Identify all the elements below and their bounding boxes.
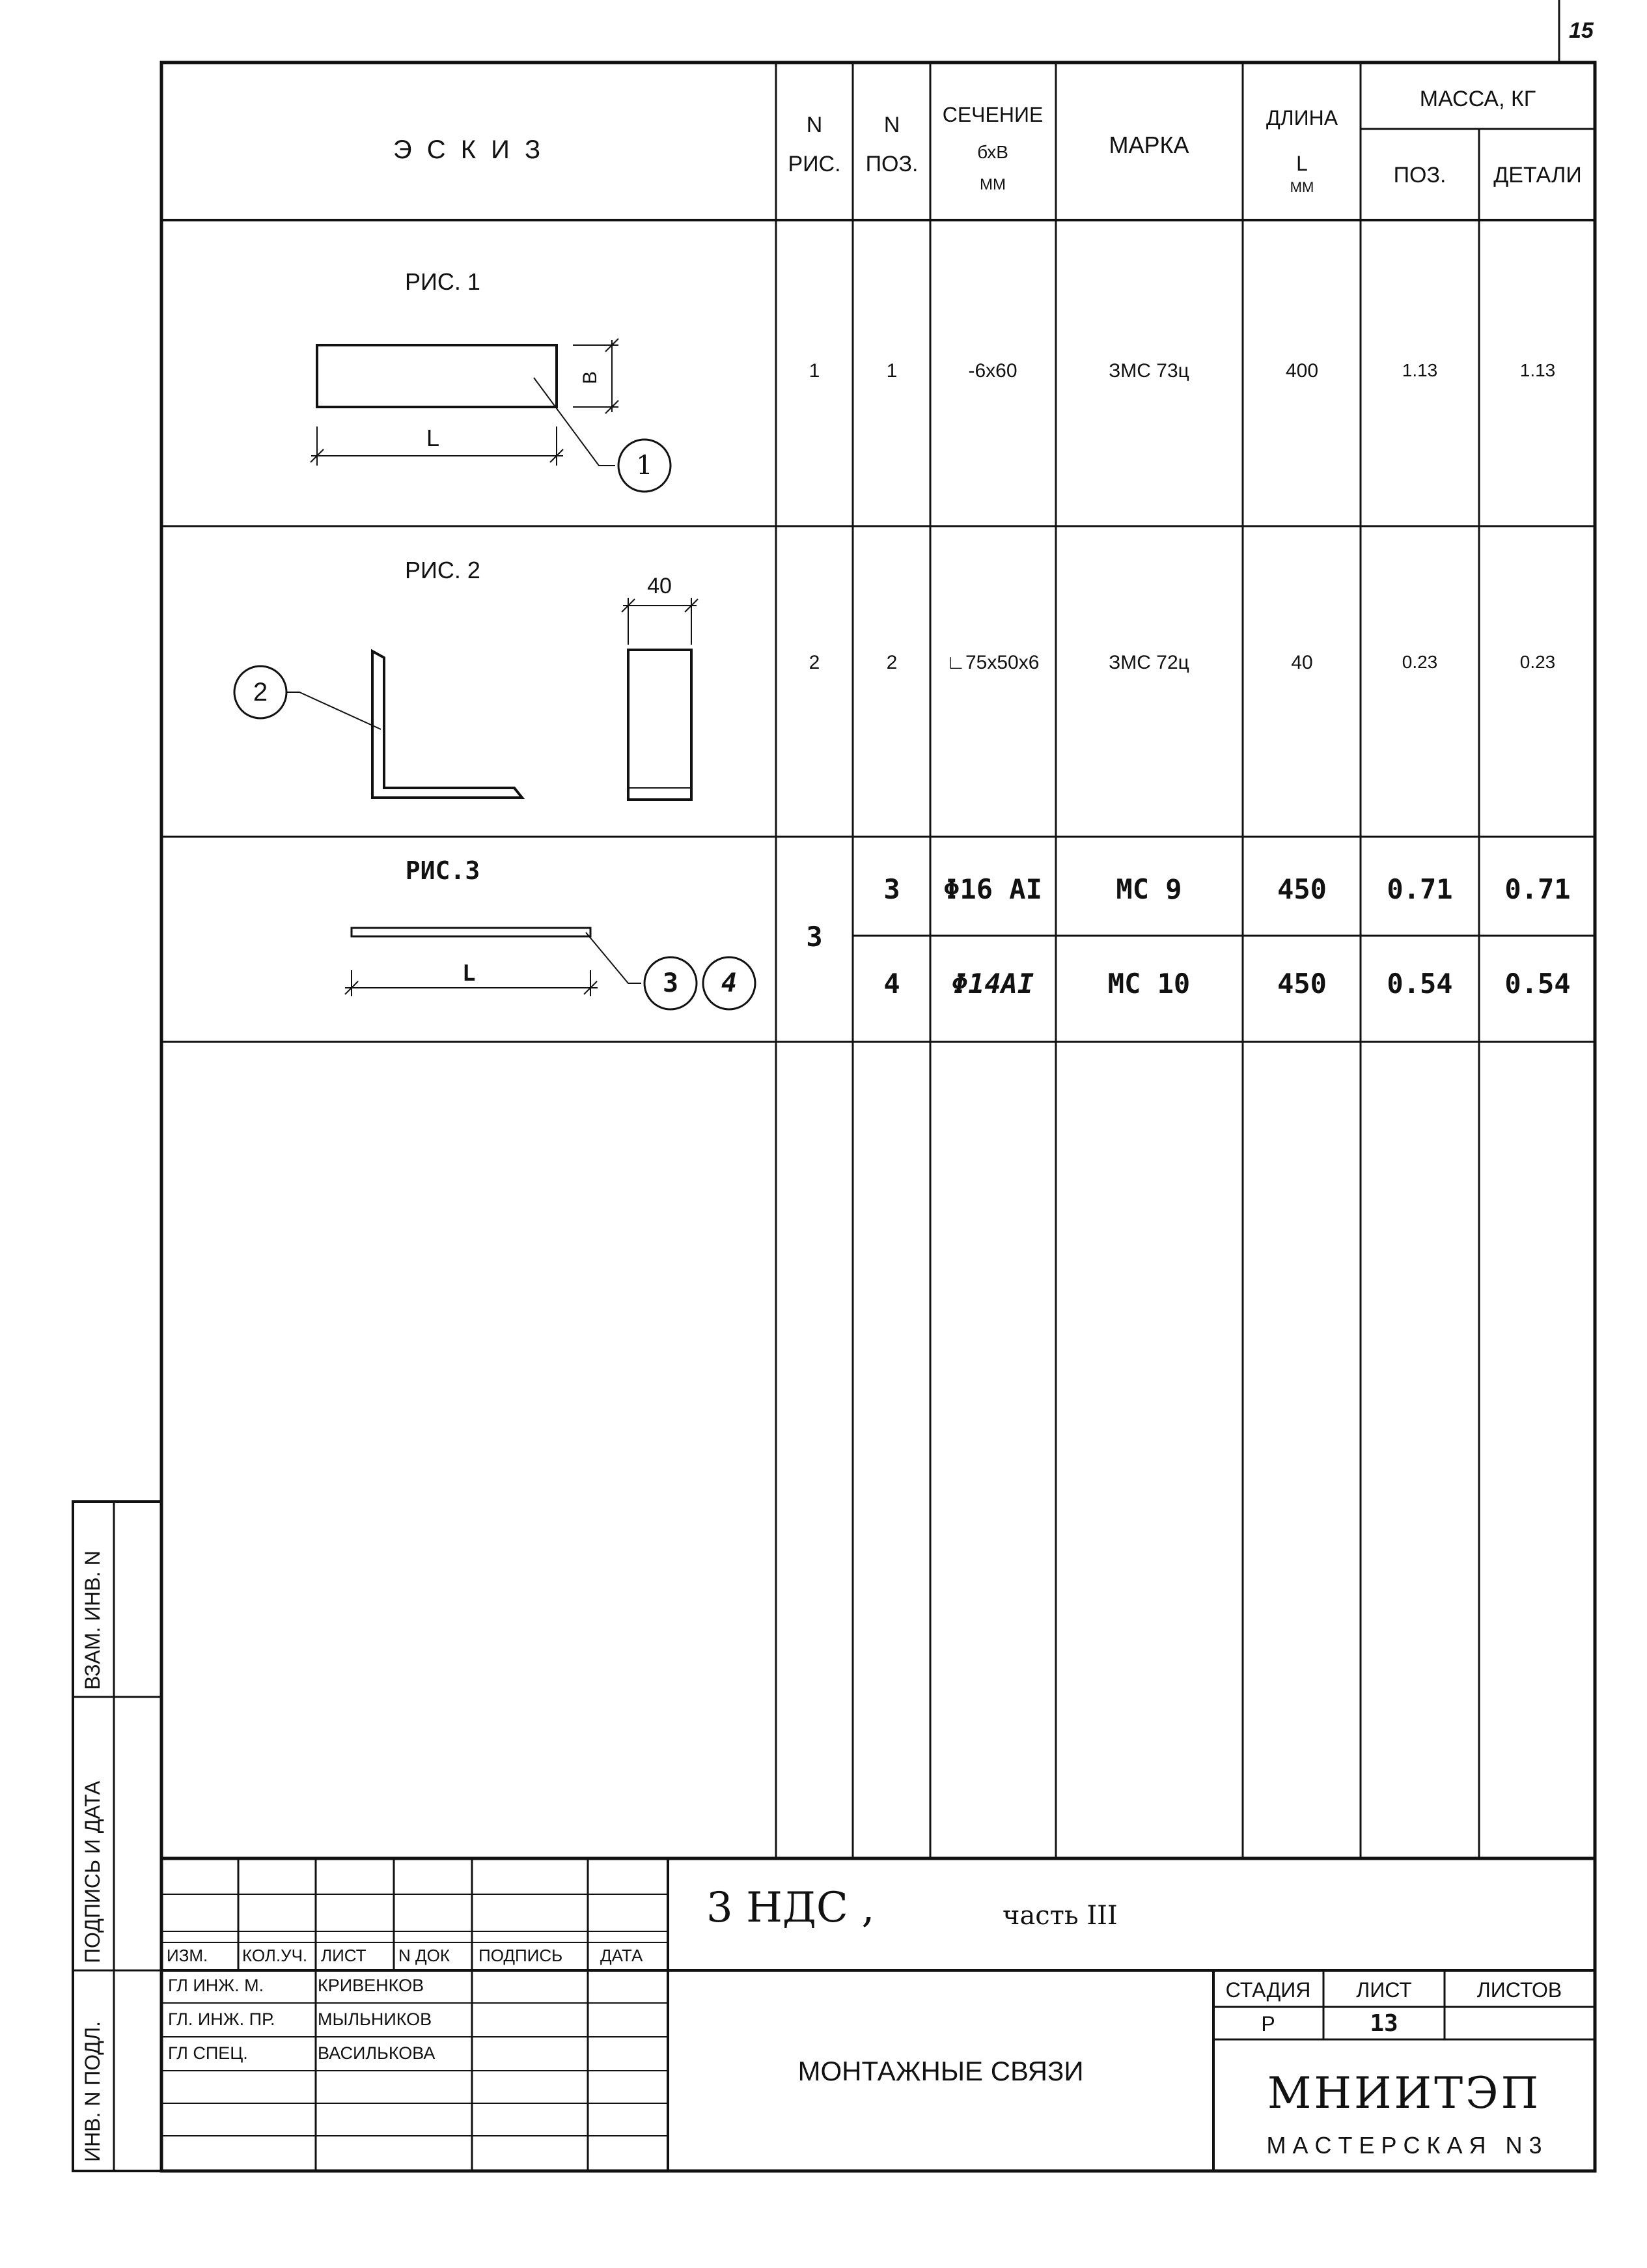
tb-workshop: М А С Т Е Р С К А Я N 3 [1266, 2132, 1542, 2159]
tb-role-2: ГЛ. ИНЖ. ПР. [168, 2009, 275, 2029]
header-mass-pos: ПОЗ. [1393, 163, 1446, 188]
row-4-mass-pos: 0.54 [1387, 968, 1453, 1000]
row-4-section: Φ14AI [951, 968, 1034, 1000]
figure-3-callout-4: 4 [721, 968, 738, 998]
tb-role-3: ГЛ СПЕЦ. [168, 2043, 248, 2063]
row-1-mass-pos: 1.13 [1402, 360, 1438, 380]
row-2-pos: 2 [886, 652, 898, 673]
row-1-section: -6х60 [968, 360, 1017, 382]
row-1-mark: ЗМС 73ц [1109, 360, 1189, 382]
side-stamp-podpis: ПОДПИСЬ И ДАТА [81, 1780, 104, 1963]
header-mass: МАССА, КГ [1419, 87, 1536, 111]
row-3-length: 450 [1277, 873, 1327, 905]
figure-1-callout-1: 1 [636, 451, 653, 481]
tb-stage: Р [1261, 2012, 1275, 2036]
row-3-section: Φ16 AI [943, 873, 1042, 905]
figure-3-dim-l: L [462, 960, 476, 987]
tb-sheet: 13 [1370, 2010, 1398, 2037]
header-section-3: ММ [980, 176, 1006, 193]
figure-1-sketch [311, 339, 671, 492]
row-4-mass-detail: 0.54 [1504, 968, 1571, 1000]
row-4-length: 450 [1277, 968, 1327, 1000]
header-length-2: L [1296, 152, 1308, 175]
row-1-pos: 1 [886, 360, 898, 382]
tb-stage-label: СТАДИЯ [1225, 1978, 1311, 2002]
figure-2-sketch [234, 598, 698, 800]
figure-3-label: РИС.3 [405, 856, 480, 885]
figure-3-sketch [345, 928, 755, 1009]
row-2-length: 40 [1291, 652, 1313, 673]
tb-name-2: МЫЛЬНИКОВ [318, 2009, 432, 2029]
tb-col-izm: ИЗМ. [167, 1946, 208, 1965]
tb-project-part: часть III [1003, 1901, 1118, 1931]
tb-project: 3 НДС , [706, 1884, 875, 1932]
row-2-mark: ЗМС 72ц [1109, 652, 1189, 673]
tb-name-1: КРИВЕНКОВ [318, 1976, 424, 1995]
tb-org: МНИИТЭП [1267, 2068, 1542, 2118]
row-3-mass-pos: 0.71 [1387, 873, 1453, 905]
figure-1-label: РИС. 1 [405, 268, 480, 295]
figure-1-dim-b: В [579, 371, 601, 384]
figure-1-dim-l: L [426, 425, 440, 451]
page-number: 15 [1569, 18, 1594, 43]
row-2-fig: 2 [809, 652, 820, 673]
side-stamp-vzam: ВЗАМ. ИНВ. N [81, 1550, 104, 1690]
row-1-fig: 1 [809, 360, 820, 382]
header-section-2: бхВ [977, 142, 1008, 162]
row-2-mass-pos: 0.23 [1402, 652, 1438, 672]
tb-col-data: ДАТА [600, 1946, 643, 1965]
header-mass-detail: ДЕТАЛИ [1493, 163, 1582, 188]
row-4-pos: 4 [883, 968, 900, 1000]
figure-3-callout-3: 3 [662, 968, 679, 998]
figure-2-dim-w: 40 [647, 574, 672, 598]
figure-2-label: РИС. 2 [405, 557, 480, 583]
row-1-length: 400 [1285, 360, 1319, 382]
header-fig-no-2: РИС. [788, 152, 841, 176]
header-length-3: ММ [1290, 179, 1314, 195]
header-sketch: Э С К И З [393, 135, 545, 164]
row-3-fig: 3 [806, 921, 823, 953]
tb-sheets-label: ЛИСТОВ [1476, 1978, 1562, 2002]
row-2-section: ∟75х50х6 [946, 652, 1040, 673]
tb-col-list: ЛИСТ [321, 1946, 367, 1965]
figure-2-callout-2: 2 [253, 678, 268, 707]
tb-col-koluch: КОЛ.УЧ. [242, 1946, 308, 1965]
row-3-mass-detail: 0.71 [1504, 873, 1571, 905]
header-pos-no-1: N [883, 113, 900, 137]
header-section-1: СЕЧЕНИЕ [942, 103, 1044, 126]
tb-drawing-title: МОНТАЖНЫЕ СВЯЗИ [797, 2056, 1084, 2086]
tb-name-3: ВАСИЛЬКОВА [318, 2043, 436, 2063]
header-mark: МАРКА [1109, 132, 1189, 158]
row-3-pos: 3 [883, 873, 900, 905]
row-3-mark: МС 9 [1116, 873, 1182, 905]
header-pos-no-2: ПОЗ. [865, 152, 919, 176]
side-stamp-inv: ИНВ. N ПОДЛ. [81, 2021, 104, 2162]
tb-col-ndok: N ДОК [398, 1946, 450, 1965]
row-1-mass-detail: 1.13 [1519, 360, 1556, 380]
header-length-1: ДЛИНА [1266, 106, 1338, 130]
header-fig-no-1: N [806, 113, 823, 137]
tb-col-podpis: ПОДПИСЬ [478, 1946, 563, 1965]
row-4-mark: МС 10 [1107, 968, 1191, 1000]
tb-sheet-label: ЛИСТ [1356, 1978, 1412, 2002]
tb-role-1: ГЛ ИНЖ. М. [168, 1976, 264, 1995]
row-2-mass-detail: 0.23 [1519, 652, 1556, 672]
